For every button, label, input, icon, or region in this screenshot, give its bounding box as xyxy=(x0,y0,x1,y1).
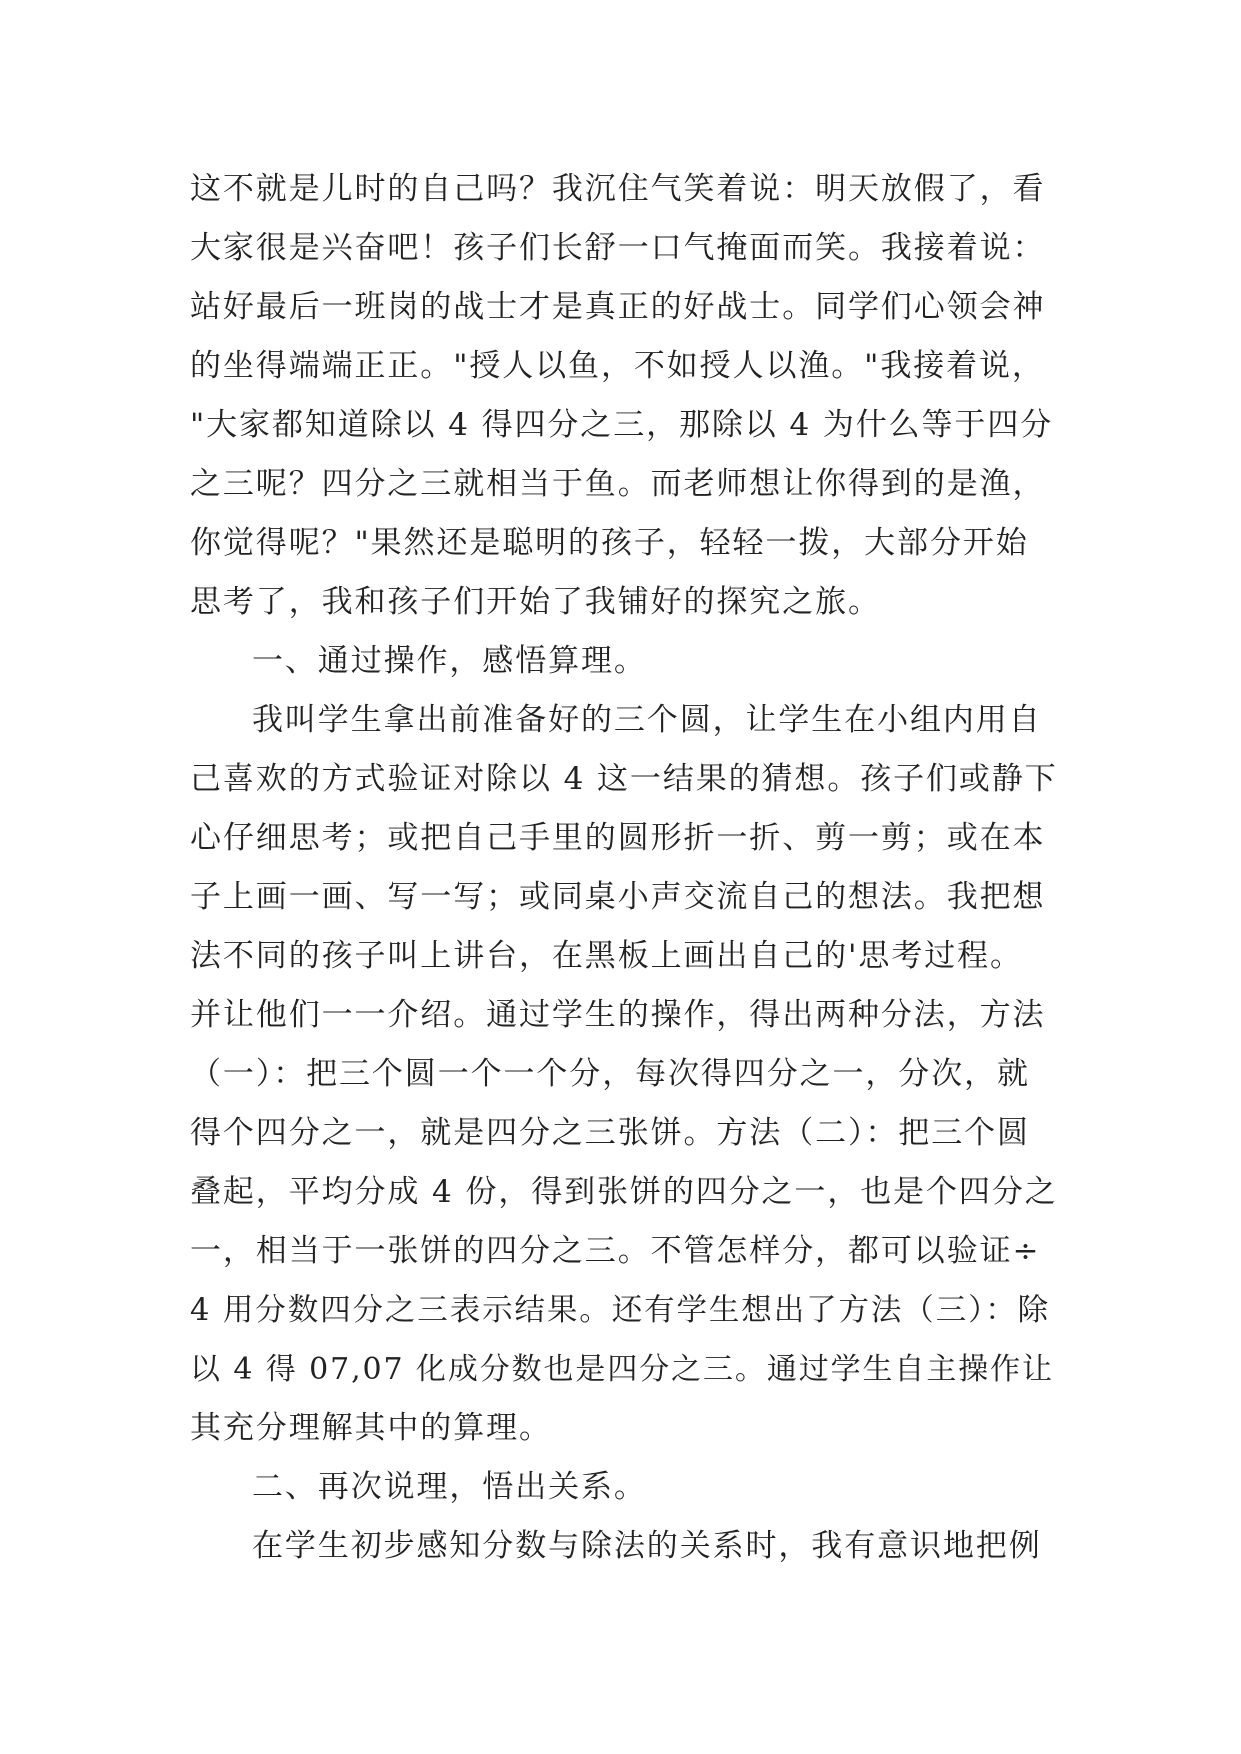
text-line: 之三呢？四分之三就相当于鱼。而老师想让你得到的是渔， xyxy=(190,466,1046,502)
text-line: 以 4 得 07,07 化成分数也是四分之三。通过学生自主操作让 xyxy=(190,1352,1054,1387)
text-line: 站好最后一班岗的战士才是真正的好战士。同学们心领会神 xyxy=(190,289,1046,325)
text-line: 心仔细思考；或把自己手里的圆形折一折、剪一剪；或在本 xyxy=(190,820,1046,856)
text-line: 思考了，我和孩子们开始了我铺好的探究之旅。 xyxy=(190,584,881,620)
text-line: 一，相当于一张饼的四分之三。不管怎样分，都可以验证÷ xyxy=(190,1233,1041,1269)
paragraph-first-line: 在学生初步感知分数与除法的关系时，我有意识地把例 xyxy=(252,1528,1042,1564)
text-line: 你觉得呢？"果然还是聪明的孩子，轻轻一拨，大部分开始 xyxy=(190,525,1029,561)
paragraph-first-line: 我叫学生拿出前准备好的三个圆，让学生在小组内用自 xyxy=(252,702,1042,738)
text-line: 大家很是兴奋吧！孩子们长舒一口气掩面而笑。我接着说： xyxy=(190,230,1046,266)
text-line: "大家都知道除以 4 得四分之三，那除以 4 为什么等于四分 xyxy=(190,407,1054,443)
text-line: 得个四分之一，就是四分之三张饼。方法（二）：把三个圆 xyxy=(190,1115,1030,1151)
text-line: 叠起，平均分成 4 份，得到张饼的四分之一，也是个四分之 xyxy=(190,1174,1058,1210)
paragraph-first-line: 一、通过操作，感悟算理。 xyxy=(252,643,647,679)
text-line: 己喜欢的方式验证对除以 4 这一结果的猜想。孩子们或静下 xyxy=(190,761,1058,797)
body-text xyxy=(190,160,1060,1576)
text-line: 这不就是儿时的自己吗？我沉住气笑着说：明天放假了，看 xyxy=(190,171,1046,207)
text-line: 4 用分数四分之三表示结果。还有学生想出了方法（三）：除 xyxy=(190,1293,1051,1328)
text-line: 子上画一画、写一写；或同桌小声交流自己的想法。我把想 xyxy=(190,879,1046,915)
paragraph-first-line: 二、再次说理，悟出关系。 xyxy=(252,1469,647,1505)
text-line: 其充分理解其中的算理。 xyxy=(190,1410,552,1446)
text-line: 的坐得端端正正。"授人以鱼，不如授人以渔。"我接着说， xyxy=(190,348,1045,384)
text-line: （一）：把三个圆一个一个分，每次得四分之一，分次，就 xyxy=(190,1056,1030,1092)
text-line: 法不同的孩子叫上讲台，在黑板上画出自己的'思考过程。 xyxy=(190,938,1023,974)
text-line: 并让他们一一介绍。通过学生的操作，得出两种分法，方法 xyxy=(190,997,1046,1033)
